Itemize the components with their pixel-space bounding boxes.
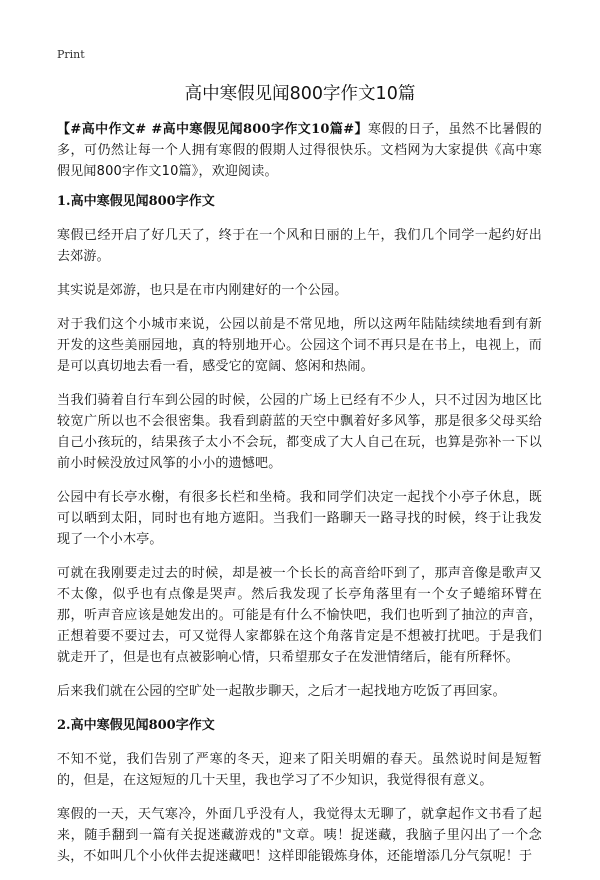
section-1-paragraph: 寒假已经开启了好几天了，终于在一个风和日丽的上午，我们几个同学一起约好出去郊游。: [57, 228, 542, 264]
section-2-paragraph: 不知不觉，我们告别了严寒的冬天，迎来了阳关明媚的春天。虽然说时间是短暂的，但是，在这短短的几十天里，我也学习了不少知识，我觉得很有意义。: [57, 752, 542, 788]
section-2-heading: 2.高中寒假见闻800字作文: [57, 718, 215, 733]
section-1-paragraph: 可就在我刚要走过去的时候，却是被一个长长的高音给吓到了，那声音像是歌声又不太像，似乎也有点像是哭声。然后我发现了长亭角落里有一个女子蜷缩环臂在那，听声音应该是她发出的。可能是有什么不愉快吧，我们也听到了抽泣的声音，正想着要不要过去，可又觉得人家都躲在这个角落肯定是不想被打扰吧。于是我们就走开了，但是也有点被影响心情，只希望那女子在发泄情绪后，能有所释怀。: [57, 566, 542, 665]
print-link[interactable]: Print: [57, 48, 85, 61]
page-title: 高中寒假见闻800字作文10篇: [184, 84, 416, 104]
intro-paragraph: [57, 119, 542, 182]
section-1-paragraph: 公园中有长亭水榭，有很多长栏和坐椅。我和同学们决定一起找个小亭子休息，既可以晒到太阳，同时也有地方遮阳。当我们一路聊天一路寻找的时候，终于让我发现了一个小木亭。: [57, 490, 542, 547]
section-1-paragraph: 后来我们就在公园的空旷处一起散步聊天，之后才一起找地方吃饭了再回家。: [57, 684, 506, 699]
section-1-paragraph: 当我们骑着自行车到公园的时候，公园的广场上已经有不少人，只不过因为地区比较宽广所以也不会很密集。我看到蔚蓝的天空中飘着好多风筝，那是很多父母买给自己小孩玩的，结果孩子太小不会玩，都变成了大人自己在玩，也算是弥补一下以前小时候没放过风筝的小小的遗憾吧。: [57, 393, 542, 471]
section-1-heading: 1.高中寒假见闻800字作文: [57, 194, 215, 209]
section-2-paragraph: 寒假的一天，天气寒冷，外面几乎没有人，我觉得太无聊了，就拿起作文书看了起来，随手翻到一篇有关捉迷藏游戏的"文章。咦！捉迷藏，我脑子里闪出了一个念头，不如叫几个小伙伴去捉迷藏吧！这样即能锻炼身体，还能增添几分气氛呢！于: [57, 807, 542, 864]
section-1-paragraph: 其实说是郊游，也只是在市内刚建好的一个公园。: [57, 283, 348, 298]
intro-text: 寒假的日子，虽然不比暑假的多，可仍然让每一个人拥有寒假的假期人过得很快乐。文档网为大家提供《高中寒假见闻800字作文10篇》，欢迎阅读。: [57, 122, 542, 179]
intro-tags: 【#高中作文# #高中寒假见闻800字作文10篇#】: [57, 122, 368, 137]
section-1-paragraph: 对于我们这个小城市来说，公园以前是不常见地，所以这两年陆陆续续地看到有新开发的这些美丽园地，真的特别地开心。公园这个词不再只是在书上，电视上，而是可以真切地去看一看，感受它的宽阔、悠闲和热闹。: [57, 317, 542, 374]
article-body: [57, 119, 542, 880]
